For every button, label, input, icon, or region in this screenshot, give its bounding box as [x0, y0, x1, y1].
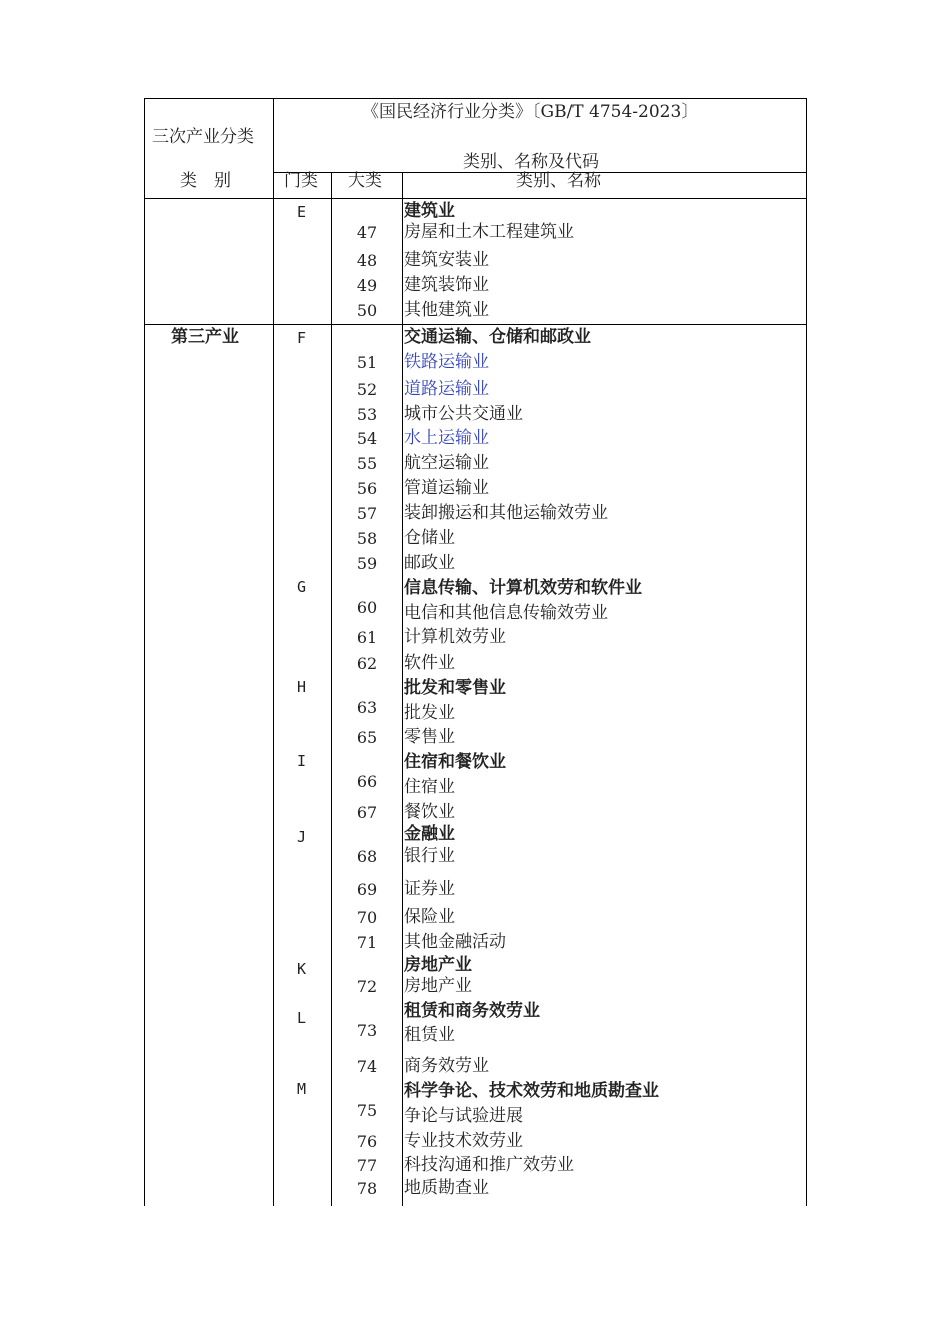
item-name: 仓储业	[404, 528, 455, 548]
item-code: 71	[356, 933, 378, 952]
item-name: 争论与试验进展	[404, 1106, 523, 1126]
item-code: 72	[356, 977, 378, 996]
item-name: 房地产业	[404, 976, 472, 996]
item-name: 专业技术效劳业	[404, 1131, 523, 1151]
item-code: 62	[356, 654, 378, 673]
section-code: J	[297, 828, 307, 846]
item-code: 68	[356, 847, 378, 866]
item-code: 54	[356, 429, 378, 448]
header-col-name: 类别、名称	[516, 171, 601, 191]
item-name: 批发业	[404, 703, 455, 723]
header-main-title: 《国民经济行业分类》〔GB/T 4754-2023〕	[362, 102, 699, 122]
col3-right-border	[402, 172, 403, 1206]
item-name: 房屋和土木工程建筑业	[404, 222, 574, 242]
item-code: 66	[356, 772, 378, 791]
item-name: 计算机效劳业	[404, 627, 506, 647]
section-code: K	[297, 960, 307, 978]
item-name-link[interactable]: 水上运输业	[404, 428, 489, 448]
item-name: 邮政业	[404, 553, 455, 573]
item-code: 52	[356, 380, 378, 399]
item-name-link[interactable]: 道路运输业	[404, 379, 489, 399]
section-code: H	[297, 678, 307, 696]
section-name: 科学争论、技术效劳和地质勘查业	[404, 1081, 659, 1101]
header-col-menlei: 门类	[284, 171, 318, 191]
section-code: E	[297, 203, 307, 221]
header-bottom-border	[144, 198, 807, 199]
item-code: 70	[356, 908, 378, 927]
item-code: 56	[356, 479, 378, 498]
col1-right-border	[273, 98, 274, 1206]
section-code: I	[297, 752, 307, 770]
item-name: 装卸搬运和其他运输效劳业	[404, 503, 608, 523]
section-code: G	[297, 578, 307, 596]
item-name: 建筑装饰业	[404, 275, 489, 295]
item-name: 管道运输业	[404, 478, 489, 498]
item-code: 78	[356, 1179, 378, 1198]
item-code: 59	[356, 554, 378, 573]
item-code: 69	[356, 880, 378, 899]
item-code: 73	[356, 1021, 378, 1040]
header-col1-sub: 类 别	[180, 171, 231, 191]
item-code: 74	[356, 1057, 378, 1076]
item-code: 63	[356, 698, 378, 717]
item-code: 67	[356, 803, 378, 822]
item-code: 49	[356, 276, 378, 295]
section-code: M	[297, 1080, 307, 1098]
item-name: 住宿业	[404, 777, 455, 797]
table-top-border	[144, 98, 807, 99]
item-name: 零售业	[404, 727, 455, 747]
section-code: L	[297, 1009, 307, 1027]
item-name: 银行业	[404, 846, 455, 866]
item-code: 55	[356, 454, 378, 473]
section-e-bottom-border	[144, 324, 807, 325]
item-code: 53	[356, 405, 378, 424]
header-col1-title: 三次产业分类	[152, 127, 254, 147]
item-name: 租赁业	[404, 1025, 455, 1045]
item-code: 51	[356, 353, 378, 372]
item-name: 商务效劳业	[404, 1056, 489, 1076]
section-name: 信息传输、计算机效劳和软件业	[404, 578, 642, 598]
item-name: 电信和其他信息传输效劳业	[404, 603, 608, 623]
item-code: 47	[356, 223, 378, 242]
item-name: 保险业	[404, 907, 455, 927]
col2-right-border	[331, 172, 332, 1206]
item-name: 其他建筑业	[404, 300, 489, 320]
item-code: 60	[356, 598, 378, 617]
item-name: 城市公共交通业	[404, 404, 523, 424]
industry-group-label: 第三产业	[171, 327, 239, 347]
item-name: 航空运输业	[404, 453, 489, 473]
table-left-border	[144, 98, 145, 1206]
section-name: 金融业	[404, 824, 455, 844]
item-code: 50	[356, 301, 378, 320]
item-code: 65	[356, 728, 378, 747]
section-name: 批发和零售业	[404, 678, 506, 698]
item-name: 科技沟通和推广效劳业	[404, 1155, 574, 1175]
item-code: 58	[356, 529, 378, 548]
item-code: 76	[356, 1132, 378, 1151]
item-name: 建筑安装业	[404, 250, 489, 270]
item-name: 其他金融活动	[404, 932, 506, 952]
section-name: 建筑业	[404, 201, 455, 221]
item-code: 48	[356, 251, 378, 270]
item-name-link[interactable]: 铁路运输业	[404, 352, 489, 372]
section-name: 交通运输、仓储和邮政业	[404, 327, 591, 347]
item-code: 75	[356, 1101, 378, 1120]
item-name: 软件业	[404, 653, 455, 673]
header-sub-title: 类别、名称及代码	[463, 152, 599, 172]
item-code: 57	[356, 504, 378, 523]
item-name: 证券业	[404, 879, 455, 899]
header-col-dalei: 大类	[348, 171, 382, 191]
item-name: 地质勘查业	[404, 1178, 489, 1198]
item-name: 餐饮业	[404, 802, 455, 822]
section-code: F	[297, 329, 307, 347]
section-name: 房地产业	[404, 955, 472, 975]
table-right-border	[806, 98, 807, 1206]
section-name: 租赁和商务效劳业	[404, 1001, 540, 1021]
item-code: 77	[356, 1156, 378, 1175]
item-code: 61	[356, 628, 378, 647]
section-name: 住宿和餐饮业	[404, 752, 506, 772]
